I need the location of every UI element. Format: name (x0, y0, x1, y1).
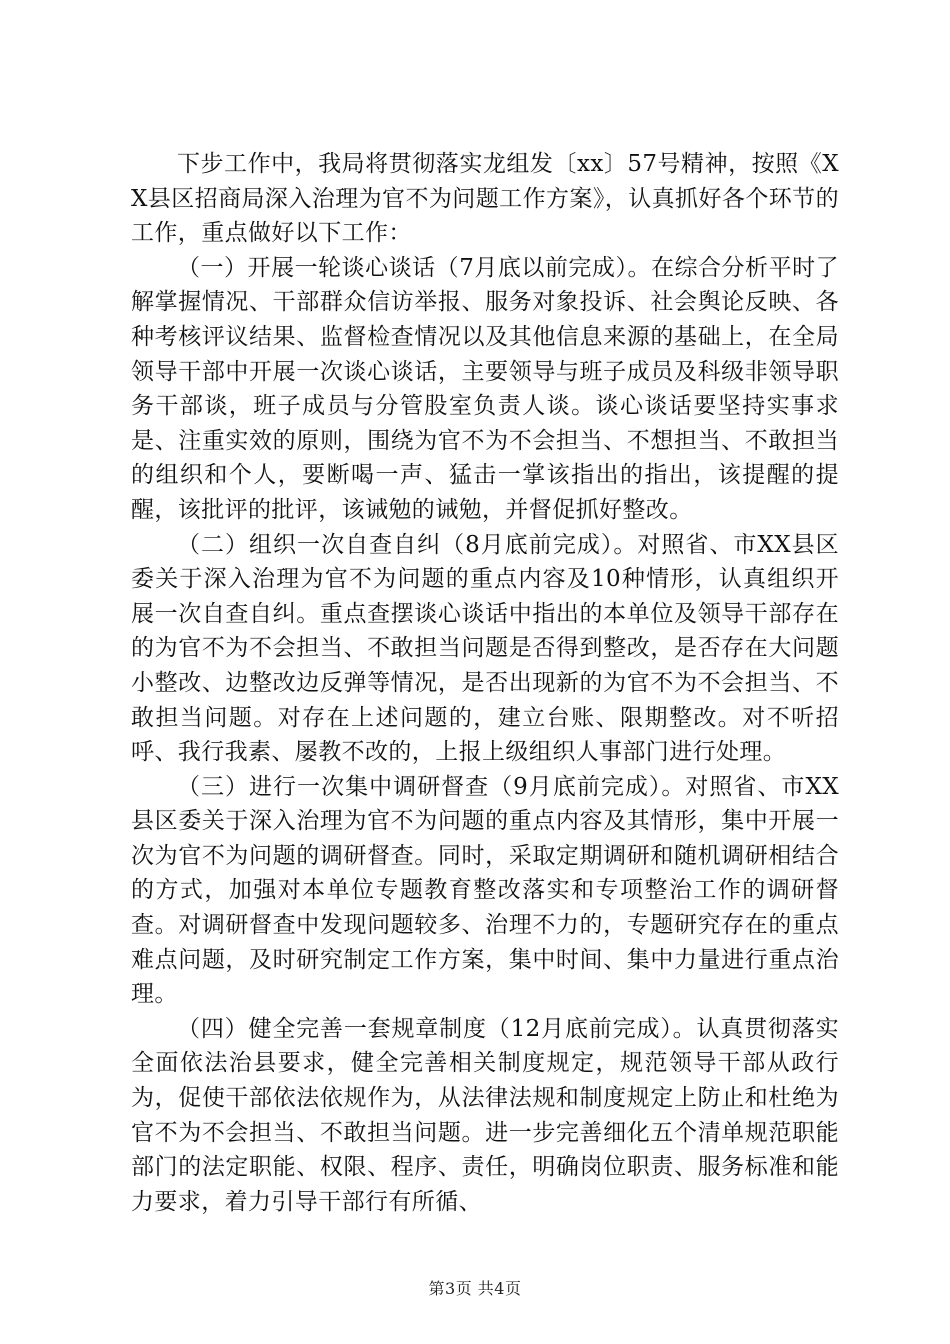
paragraph-section-3: （三）进行一次集中调研督查（9月底前完成）。对照省、市XX县区委关于深入治理为官不为问题的重点内容及其情形，集中开展一次为官不为问题的调研督查。同时，采取定期调研和随机调研相结合的方式，加强对本单位专题教育整改落实和专项整治工作的调研督查。对调研督查中发现问题较多、治理不力的，专题研究存在的重点难点问题，及时研究制定工作方案，集中时间、集中力量进行重点治理。 (131, 773, 839, 1008)
page-footer: 第3页 共4页 (428, 1279, 522, 1298)
paragraph-intro: 下步工作中，我局将贯彻落实龙组发〔xx〕57号精神，按照《XX县区招商局深入治理为官不为问题工作方案》，认真抓好各个环节的工作，重点做好以下工作： (131, 151, 839, 247)
paragraph-section-2: （二）组织一次自查自纠（8月底前完成）。对照省、市XX县区委关于深入治理为官不为问题的重点内容及10种情形，认真组织开展一次自查自纠。重点查摆谈心谈话中指出的本单位及领导干部存在的为官不为不会担当、不敢担当问题是否得到整改，是否存在大问题小整改、边整改边反弹等情况，是否出现新的为官不为不会担当、不敢担当问题。对存在上述问题的，建立台账、限期整改。对不听招呼、我行我素、屡教不改的，上报上级组织人事部门进行处理。 (131, 531, 839, 766)
document-body (131, 147, 839, 1219)
paragraph-section-1: （一）开展一轮谈心谈话（7月底以前完成）。在综合分析平时了解掌握情况、干部群众信访举报、服务对象投诉、社会舆论反映、各种考核评议结果、监督检查情况以及其他信息来源的基础上，在全局领导干部中开展一次谈心谈话，主要领导与班子成员及科级非领导职务干部谈，班子成员与分管股室负责人谈。谈心谈话要坚持实事求是、注重实效的原则，围绕为官不为不会担当、不想担当、不敢担当的组织和个人，要断喝一声、猛击一掌该指出的指出，该提醒的提醒，该批评的批评，该诫勉的诫勉，并督促抓好整改。 (131, 254, 839, 523)
paragraph-section-4: （四）健全完善一套规章制度（12月底前完成）。认真贯彻落实全面依法治县要求，健全完善相关制度规定，规范领导干部从政行为，促使干部依法依规作为，从法律法规和制度规定上防止和杜绝为官不为不会担当、不敢担当问题。进一步完善细化五个清单规范职能部门的法定职能、权限、程序、责任，明确岗位职责、服务标准和能力要求，着力引导干部行有所循、 (131, 1015, 839, 1215)
